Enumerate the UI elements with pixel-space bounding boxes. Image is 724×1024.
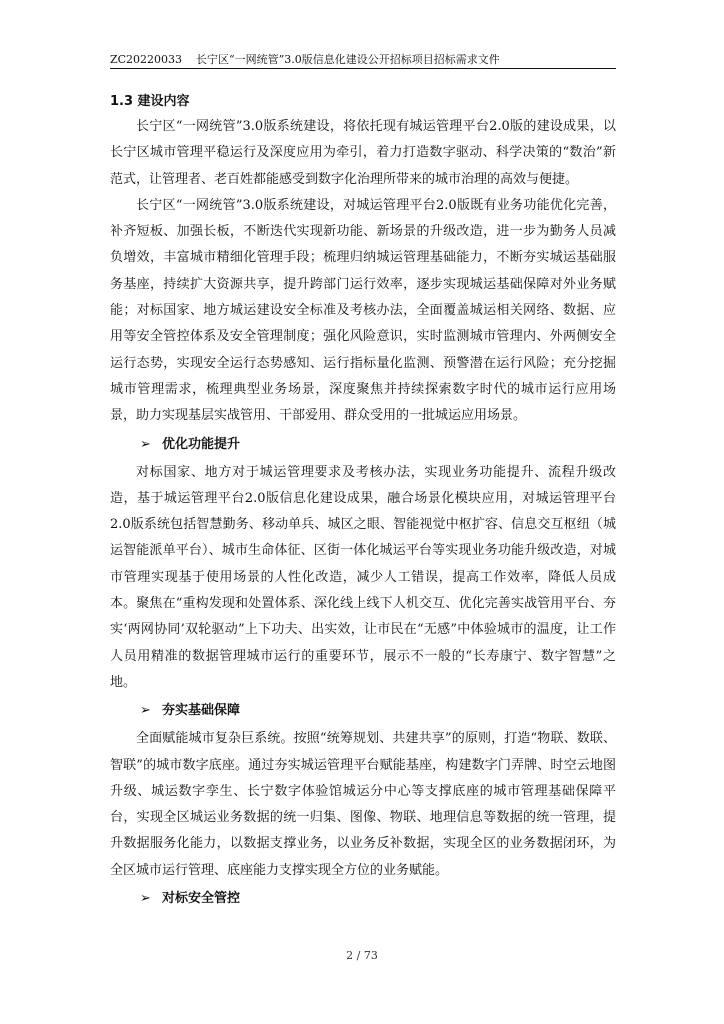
subsection-heading <box>110 430 616 460</box>
page-content <box>110 90 616 914</box>
subsection-paragraph: 全面赋能城市复杂巨系统。按照“统筹规划、共建共享”的原则，打造“物联、数联、智联”的城市数字底座。通过夯实城运管理平台赋能基座，构建数字门弄牌、时空云地图升级、城运数字孪生、长宁数字体验馆城运分中心等支撑底座的城市管理基础保障平台，实现全区城运业务数据的统一归集、图像、物联、地理信息等数据的统一管理，提升数据服务化能力，以数据支撑业务，以业务反补数据，实现全区的业务数据闭环，为全区城市运行管理、底座能力支撑实现全方位的业务赋能。 <box>110 731 616 878</box>
subsection-heading <box>110 884 616 914</box>
page-header <box>110 52 616 68</box>
subsection-heading <box>110 696 616 726</box>
arrow-bullet-icon: ➢ <box>140 703 151 719</box>
document-title: 长宁区“一网统管”3.0版信息化建设公开招标项目招标需求文件 <box>196 53 500 66</box>
subsection-title: 对标安全管控 <box>162 891 241 907</box>
document-id: ZC20220033 <box>110 53 183 66</box>
subsection-title: 优化功能提升 <box>162 436 241 452</box>
section-paragraph: 长宁区“一网统管”3.0版系统建设，对城运管理平台2.0版既有业务功能优化完善，补齐短板、加强长板，不断迭代实现新功能、新场景的升级改造，进一步为勤务人员减负增效，丰富城市精细化管理手段；梳理归纳城运管理基础能力，不断夯实城运基础服务基座，持续扩大资源共享，提升跨部门运行效率，逐步实现城运基础保障对外业务赋能；对标国家、地方城运建设安全标准及考核办法，全面覆盖城运相关网络、数据、应用等安全管控体系及安全管理制度；强化风险意识，实时监测城市管理内、外两侧安全运行态势，实现安全运行态势感知、运行指标量化监测、预警潜在运行风险；充分挖掘城市管理需求，梳理典型业务场景，深度聚焦并持续探索数字时代的城市运行应用场景，助力实现基层实战管用、干部爱用、群众受用的一批城运应用场景。 <box>110 197 616 424</box>
subsection-title: 夯实基础保障 <box>162 703 241 719</box>
page-number: 2 / 73 <box>346 949 378 962</box>
arrow-bullet-icon: ➢ <box>140 891 151 907</box>
section-paragraph: 长宁区“一网统管”3.0版系统建设，将依托现有城运管理平台2.0版的建设成果，以长宁区城市管理平稳运行及深度应用为牵引，着力打造数字驱动、科学决策的“数治”新范式，让管理者、老百姓都能感受到数字化治理所带来的城市治理的高效与便捷。 <box>110 119 616 187</box>
arrow-bullet-icon: ➢ <box>140 436 151 452</box>
section-heading: 1.3 建设内容 <box>110 94 190 109</box>
subsection-paragraph: 对标国家、地方对于城运管理要求及考核办法，实现业务功能提升、流程升级改造，基于城运管理平台2.0版信息化建设成果，融合场景化模块应用，对城运管理平台2.0版系统包括智慧勤务、移动单兵、城区之眼、智能视觉中枢扩容、信息交互枢纽（城运智能派单平台）、城市生命体征、区街一体化城运平台等实现业务功能升级改造，对城市管理实现基于使用场景的人性化改造，减少人工错误，提高工作效率，降低人员成本。聚焦在“重构发现和处置体系、深化线上线下人机交互、优化完善实战管用平台、夯实‘两网协同’双轮驱动”上下功夫、出实效，让市民在“无感”中体验城市的温度，让工作人员用精准的数据管理城市运行的重要环节，展示不一般的“长寿康宁、数字智慧”之地。 <box>110 464 616 690</box>
header-divider <box>110 68 616 69</box>
